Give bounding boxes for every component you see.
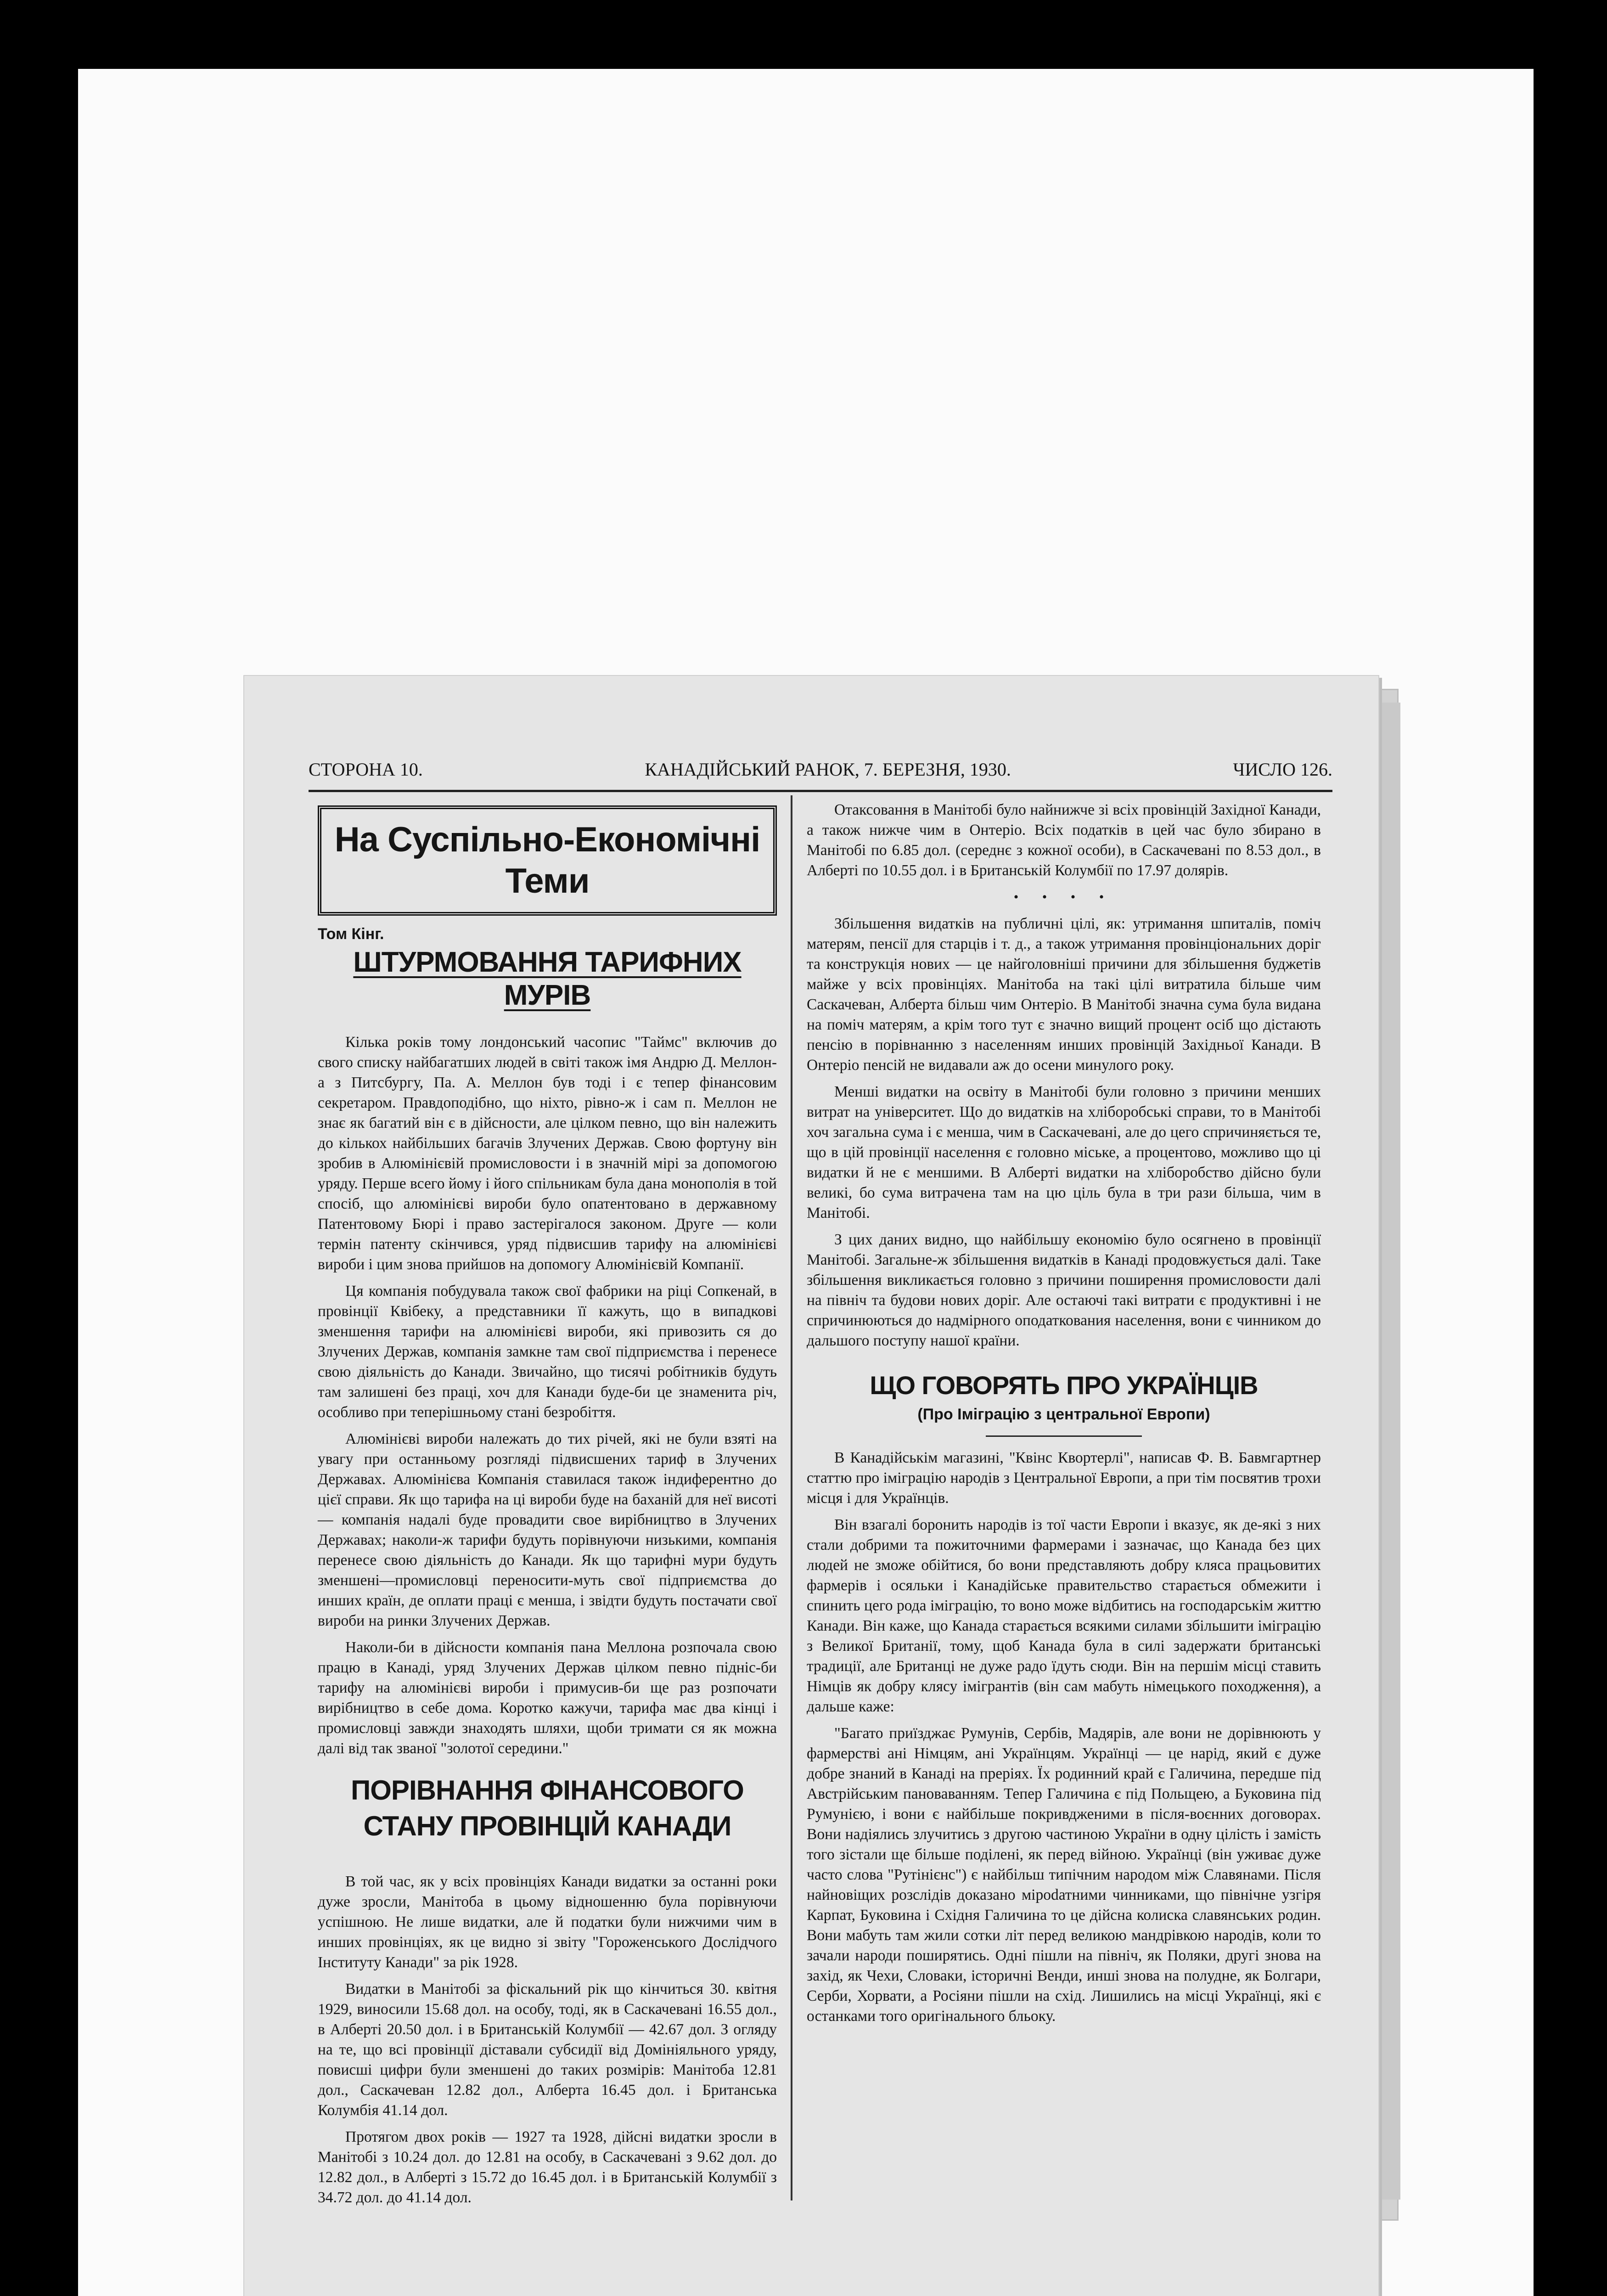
page-header: [309, 759, 1332, 786]
article-paragraph: Отаксовання в Манітобі було найнижче зі всіх провінцій Західної Канади, а також нижче чим в Онтеріо. Всіх податків в цей час було збирано в Манітобі по 6.85 дол. (середнє з кожної особи), в Саскачевані по 8.53 дол., в Алберті по 10.55 дол. і в Британській Колумбії по 17.97 долярів.: [807, 801, 1321, 879]
article-paragraph: Протягом двох років — 1927 та 1928, дійсні видатки зросли в Манітобі з 10.24 дол. до 12.81 на особу, в Саскачевані з 9.62 дол. до 12.82 дол., в Алберті з 15.72 до 16.45 дол. і в Британській Колумбії з 34.72 дол. до 41.14 дол.: [318, 2128, 777, 2206]
headline-about-ukrainians: ЩО ГОВОРЯТЬ ПРО УКРАЇНЦІВ: [870, 1371, 1258, 1400]
article-paragraph: Алюмінієві вироби належать до тих річей, які не були взяті на увагу при останньому розгляді підвисшених тариф в Злучених Державах. Алюмінієва Компанія ставилася також індиферентно до цієї справи. Як що тарифа на ці вироби буде на баханій для неї висоті — компанія надалі буде провадити свое вирібництво в Злучених Державах; наколи-ж тарифи будуть порівнуючи низькими, компанія перенесе свою діяльність до Канади. Як що тарифні мури будуть зменшені—промисловці переносити-муть свої підприємства до инших країн, де оплати праці є менша, і звідти будуть постачати свої вироби на ринки Злучених Держав.: [318, 1430, 777, 1629]
article-paragraph: З цих даних видно, що найбільшу економію було осягнено в провінції Манітобі. Загальне-ж збільшення видатків в Канаді продовжується далі. Таке збільшення викликається головно з причини поширення промисловости далі на північ та будови нових доріг. Але остаючі такі витрати є продуктивні і не спричинюються до надмірного оподаткования населення, вони є чинником до дальшого поступу нашої країни.: [807, 1231, 1321, 1349]
header-rule: [309, 790, 1332, 792]
section-title: На Суспільно-Економічні Теми: [318, 805, 777, 916]
article-paragraph: Збільшення видатків на публичні цілі, як: утримання шпиталів, поміч матерям, пенсії для старців і т. д., а також утримання провінціональних доріг та конструкція нових — це найголовніші причини для збільшення буджетів майже у всіх провінціях. Манітоба на такі цілі витратила більше чим Саскачеван, Алберта більш чим Онтеріо. В Манітобі значна сума була видана на поміч матерям, а крім того тут є значно вищий процент осіб що дістають пенсію в порівнанню з населенням инших провінцій Західньої Канади. В Онтеріо пенсій не видавали аж до осени минулого року.: [807, 915, 1321, 1074]
byline: Том Кінг.: [318, 925, 384, 943]
column-rule: [791, 795, 792, 2200]
article-paragraph: Менші видатки на освіту в Манітобі були головно з причини менших витрат на університет. Що до видатків на хліборобські справи, то в Манітобі хоч загальна сума і є менша, чим в Саскачевані, але до цего спричиняється те, що в цій провінції населення є головно міське, а процентово, можливо що ці видатки й не є меншими. В Алберті видатки на хліборобство дійсно були великі, бо сума витрачена там на цю ціль була в три рази більша, чим в Манітобі.: [807, 1083, 1321, 1221]
article-paragraph: Видатки в Манітобі за фіскальний рік що кінчиться 30. квітня 1929, виносили 15.68 дол. на особу, тоді, як в Саскачевані 16.55 дол., в Алберті 20.50 дол. і в Британській Колумбії — 42.67 дол. З огляду на те, що всі провінції діставали субсидії від Домініяльного уряду, повисші цифри були зменшені до таких розмірів: Манітоба 12.81 дол., Саскачеван 12.82 дол., Алберта 16.45 дол. і Британська Колумбія 41.14 дол.: [318, 1981, 777, 2119]
left-column: [318, 800, 777, 2214]
subheadline: (Про Іміграцію з центральної Европи): [917, 1406, 1210, 1423]
masthead: КАНАДІЙСЬКИЙ РАНОК, 7. БЕРЕЗНЯ, 1930.: [645, 759, 1011, 780]
article-paragraph: Кілька років тому лондонський часопис "Таймс" включив до свого списку найбагатших людей в світі також імя Андрю Д. Меллон-а з Питсбургу, Па. А. Меллон був тоді і є тепер фінансовим секретаром. Правдоподібно, що ніхто, рівно-ж і сам п. Меллон не знає як багатий він є в дійсности, але цілком певно, що він належить до кількох найбільших багачів Злучених Держав. Свою фортуну він зробив в Алюмінієвій промисловости і в значній мірі за допомогою уряду. Перше всего йому і його спільникам була дана монополія в той спосіб, що алюмінієві вироби було опатентовано в державному Патентовому Бюрі і право застерігалося законом. Друге — коли термін патенту скінчився, уряд підвисшив тарифу на алюмінієві вироби і цим знова прийшов на допомогу Алюмінієвій Компанії.: [318, 1034, 777, 1273]
article-paragraph: Він взагалі боронить народів із тої части Европи і вказує, як де-які з них стали добрими та пожиточними фармерами і зазначає, що Канада без цих людей не зможе обійтися, бо вони представляють добру кляса працьовитих фармерів і осяльки і Канадійське правительство старається обмежити і спинить цего рода іміграцію, то воно може відбитись на господарськім життю Канади. Він каже, що Канада старається всякими силами збільшити іміграцію з Великої Британії, тому, щоб Канада була в силі задержати британські традиції, але Британці не дуже радо їдуть сюди. Він на першім місці ставить Німців як добру клясу імігрантів (він сам мабуть німецького походження), а дальше каже:: [807, 1516, 1321, 1715]
right-column: [807, 800, 1321, 2033]
article-paragraph: В Канадійськім магазині, "Квінс Квортерлі", написав Ф. В. Бавмгартнер статтю про іміграцію народів з Центральної Европи, а при тім посвятив трохи місця і для Українців.: [807, 1449, 1321, 1507]
article-paragraph: "Багато приїзджає Румунів, Сербів, Мадярів, але вони не дорівнюють у фармерстві ані Німцям, ані Українцям. Українці — це нарід, який є дуже добре знаний в Канаді на преріях. Їх родинний край є Галичина, передше під Австрійським пановаванням. Тепер Галичина є під Польщею, а Буковина під Румунією, і вони є найбільше покривдженими в після-воєнних договорах. Вони надіялись злучитись з другою частиною України в одну цілість і замість того зістали ще більше поділені, як перед війною. Українці (він уживає дуже часто слова "Рутінієнс") є найбільш типічним народом між Славянами. Після найновіщих розслідів доказано мірodатними чинниками, що північне узгіря Карпат, Буковина і Східня Галичина то це дійсна колиска славянських родин. Вони мабуть там жили сотки літ перед великою мандрівкою народів, коли то зачали народи поширятись. Одні пішли на північ, як Поляки, другі знова на захід, як Чехи, Словаки, історичні Венди, инші знова на полудне, як Болгари, Серби, Хорвати, а Росіяни пішли на схід. Лишились на місці Українці, які є останками того оригінального бльоку.: [807, 1725, 1321, 2025]
page-number: СТОРОНА 10.: [309, 759, 423, 780]
article-paragraph: Ця компанія побудувала також свої фабрики на ріці Сопкенай, в провінції Квібеку, а представники її кажуть, що в випадкові зменшення тарифи на алюмінієві вироби, які привозить ся до Злучених Держав, компанія замкне там свої підприємства і перенесе свою діяльність до Канади. Звичайно, що тисячі робітників будуть там залишені без праці, хоч для Канади буде-би це знаменита річ, особливо при теперішньому стані безробіття.: [318, 1283, 777, 1421]
issue-number: ЧИСЛО 126.: [1233, 759, 1332, 780]
article-paragraph: Наколи-би в дійсности компанія пана Меллона розпочала свою працю в Канаді, уряд Злучених Держав цілком певно підніс-би тарифу на алюмінієві вироби і примусив-би ще раз розпочати вирібництво в себе дома. Коротко кажучи, тарифа має два кінці і промисловці завжди знаходять шляхи, щоби тримати ся як можна далі від так званої "золотої середини.": [318, 1639, 777, 1757]
section-divider-dots: • • • •: [1013, 889, 1114, 905]
headline-finance-comparison: ПОРІВНАННЯ ФІНАНСОВОГО СТАНУ ПРОВІНЦІЙ КАНАДИ: [351, 1775, 744, 1841]
newspaper-page: [243, 675, 1379, 2296]
article-paragraph: В той час, як у всіх провінціях Канади видатки за останні роки дуже зросли, Манітоба в цьому відношенню була порівнуючи успішною. Не лише видатки, але й податки були нижчими чим в инших провінціях, як це видно зі звіту "Гороженського Дослідчого Інституту Канади" за рік 1928.: [318, 1873, 777, 1971]
headline-rule: [986, 1435, 1142, 1437]
headline-tariff-walls: ШТУРМОВАННЯ ТАРИФНИХ МУРІВ: [353, 946, 742, 1011]
